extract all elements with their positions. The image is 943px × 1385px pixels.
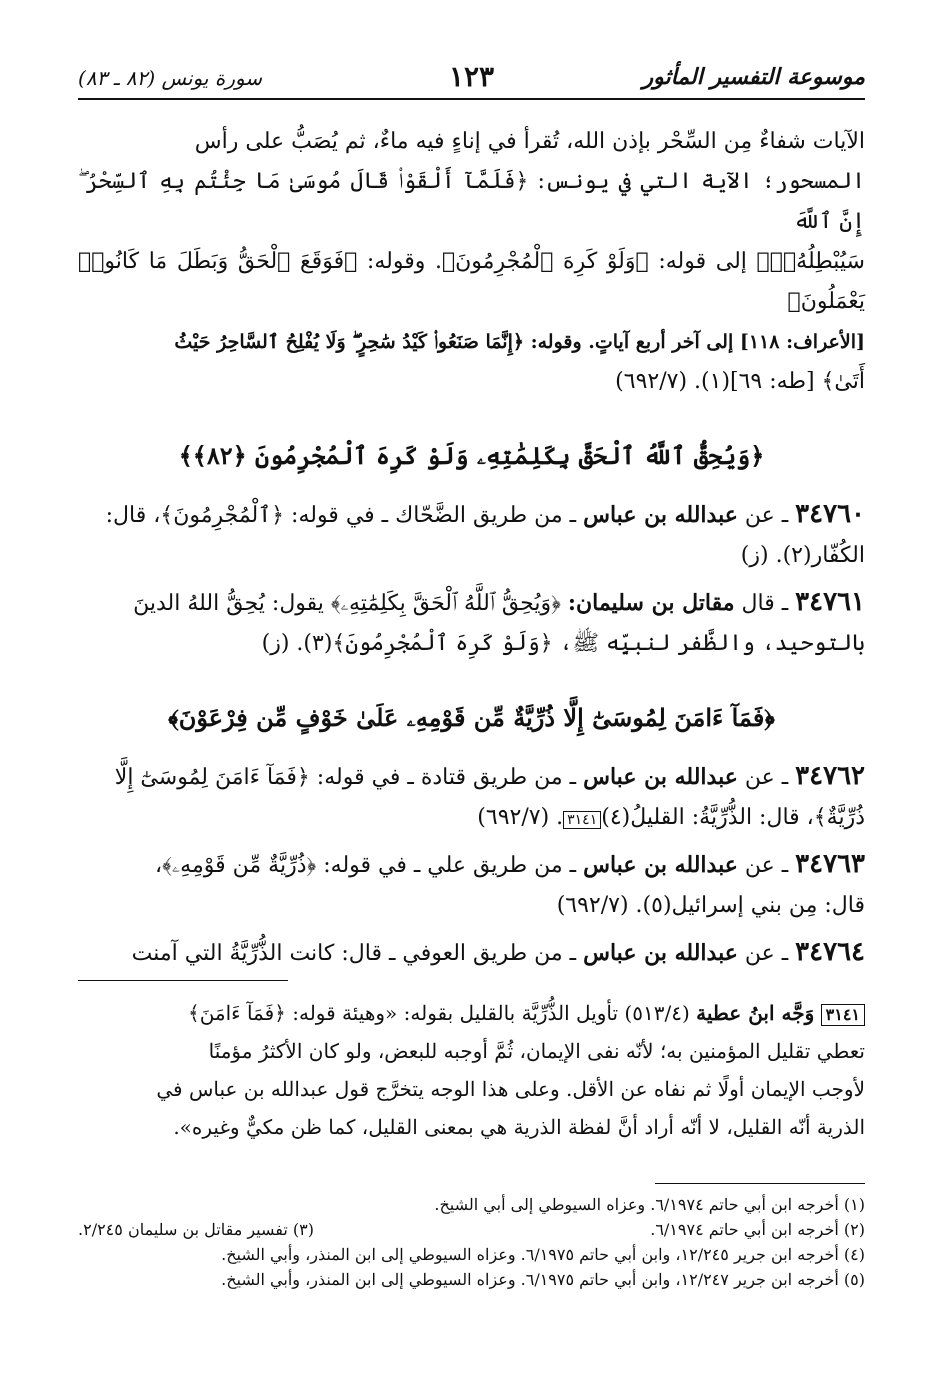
footnote-row bbox=[78, 1217, 865, 1242]
narration-entry bbox=[78, 756, 865, 838]
intro-line: [الأعراف: ١١٨] إلى آخر أربع آياتٍ. وقوله: ﴿إِنَّمَا صَنَعُوا۟ كَيْدُ سَٰحِرٍ ۖ وَلَا يُفْلِحُ ٱلسَّاحِرُ حَيْثُ bbox=[174, 331, 865, 353]
page-number: ١٢٣ bbox=[441, 60, 502, 93]
footnote: (٥) أخرجه ابن جرير ١٢/٢٤٧، وابن أبي حاتم ٦/١٩٧٥. وعزاه السيوطي إلى ابن المنذر، وأبي الشيخ. bbox=[221, 1270, 865, 1289]
header-rule bbox=[78, 98, 865, 100]
intro-line: الآيات شفاءٌ مِن السِّحْر بإذن الله، تُقرأ في إناءٍ فيه ماءٌ، ثم يُصَبُّ على رأس bbox=[194, 129, 865, 154]
narrator-name: عبدالله بن عباس bbox=[583, 940, 738, 966]
narration-number: ٣٤٧٦٠ bbox=[795, 499, 865, 529]
narration-number: ٣٤٧٦١ bbox=[795, 587, 865, 617]
narration-text: ـ من طريق قتادة ـ في قوله: ﴿فَمَآ ءَامَنَ لِمُوسَىٰٓ إِلَّا bbox=[114, 765, 577, 790]
footnote: (٣) تفسير مقاتل بن سليمان ٢/٢٤٥. bbox=[78, 1220, 314, 1239]
narration-text: ـ من طريق العوفي ـ قال: كانت الذُّرِّيَّةُ التي آمنت bbox=[131, 941, 577, 966]
narration-text: ـ عن bbox=[744, 941, 789, 966]
narration-text: . (٦٩٢/٧) bbox=[477, 805, 564, 830]
note-text: تعطي تقليل المؤمنين به؛ لأنّه نفى الإيمان، ثُمَّ أوجبه للبعض، ولو كان الأكثرُ مؤمنًا bbox=[208, 1039, 865, 1063]
note-divider bbox=[78, 980, 288, 981]
book-title: موسوعة التفسير المأثور bbox=[642, 64, 865, 90]
cross-reference-tag: ٣١٤١ bbox=[563, 811, 601, 829]
footnote: (٤) أخرجه ابن جرير ١٢/٢٤٥، وابن أبي حاتم ٦/١٩٧٥. وعزاه السيوطي إلى ابن المنذر، وأبي الشيخ. bbox=[221, 1245, 865, 1264]
intro-line: سَيُبْطِلُهُۥٓ﴾ إلى قوله: ﴿وَلَوْ كَرِهَ ٱلْمُجْرِمُونَ﴾. وقوله: ﴿فَوَقَعَ ٱلْحَقُّ وَبَطَلَ مَا كَانُوا۟ يَعْمَلُونَ﴾ bbox=[78, 249, 865, 314]
narration-number: ٣٤٧٦٢ bbox=[795, 761, 865, 791]
ayah-heading: ﴿وَيُحِقُّ ٱللَّهُ ٱلْحَقَّ بِكَلِمَٰتِهِۦ وَلَوْ كَرِهَ ٱلْمُجْرِمُونَ ﴿٨٢﴾﴾ bbox=[178, 441, 765, 470]
narrator-name: عبدالله بن عباس bbox=[583, 764, 738, 790]
narration-text: ـ من طريق علي ـ في قوله: ﴿ذُرِّيَّةٌ مِّن قَوْمِهِۦ﴾، bbox=[154, 853, 577, 878]
note-text: (٥١٣/٤) تأويل الذُّرِّيَّة بالقليل بقوله: «وهيئة قوله: ﴿فَمَآ ءَامَنَ﴾ bbox=[187, 1001, 690, 1025]
intro-line: المسحور؛ الآية التي في يونس: ﴿فَلَمَّآ أَلْقَوْا۟ قَالَ مُوسَىٰ مَا جِئْتُم بِهِ ٱلسِّحْرُ ۖ إِنَّ ٱللَّهَ bbox=[78, 169, 865, 234]
page-body bbox=[78, 122, 865, 974]
note-text: الذرية أنّه القليل، لا أنّه أراد أنَّ لفظة الذرية هي بمعنى القليل، كما ظن مكيٌّ وغيره». bbox=[173, 1115, 865, 1139]
note-author: وَجَّه ابنُ عطية bbox=[696, 1001, 815, 1025]
narration-text: ذُرِّيَّةٌ﴾، قال: الذُّرِّيَّةُ: القليلُ(٤) bbox=[601, 805, 865, 830]
note-tag: ٣١٤١ bbox=[821, 1004, 865, 1026]
narration-text: الكُفّار(٢). (ز) bbox=[740, 543, 865, 568]
footnotes bbox=[78, 1192, 865, 1292]
narration-number: ٣٤٧٦٣ bbox=[795, 849, 865, 879]
narration-text: ـ عن bbox=[744, 853, 789, 878]
narration-text: ـ عن bbox=[744, 503, 789, 528]
ayah-heading: ﴿فَمَآ ءَامَنَ لِمُوسَىٰٓ إِلَّا ذُرِّيَّةٌ مِّن قَوْمِهِۦ عَلَىٰ خَوْفٍ مِّن فِرْعَوْنَ﴾ bbox=[168, 703, 775, 732]
narrator-name: عبدالله بن عباس bbox=[583, 502, 738, 528]
narration-text: ـ قال bbox=[741, 591, 789, 616]
narration-text: قال: مِن بني إسرائيل(٥). (٦٩٢/٧) bbox=[556, 893, 865, 918]
footnote: (١) أخرجه ابن أبي حاتم ٦/١٩٧٤. وعزاه السيوطي إلى أبي الشيخ. bbox=[434, 1195, 865, 1214]
narrator-name: مقاتل بن سليمان: bbox=[567, 590, 735, 616]
narration-text: ـ عن bbox=[744, 765, 789, 790]
narrator-name: عبدالله بن عباس bbox=[583, 852, 738, 878]
narration-entry bbox=[78, 582, 865, 664]
narration-text: ـ من طريق الضَّحّاك ـ في قوله: ﴿ٱلْمُجْرِمُونَ﴾، قال: bbox=[105, 503, 577, 528]
note-text: لأوجب الإيمان أولًا ثم نفاه عن الأقل. وعلى هذا الوجه يتخرَّج قول عبدالله بن عباس في bbox=[156, 1077, 865, 1101]
narration-entry bbox=[78, 932, 865, 974]
intro-line: أَتَىٰ﴾ [طه: ٦٩](١). (٦٩٢/٧) bbox=[615, 369, 865, 394]
footnote-divider bbox=[655, 1183, 865, 1184]
sura-range: سورة يونس (٨٢ ـ ٨٣) bbox=[78, 66, 263, 90]
commentary-note bbox=[78, 994, 865, 1146]
narration-text: بالتوحيد، والظَّفر لنبيِّه ﷺ، ﴿وَلَوْ كَرِهَ ٱلْمُجْرِمُونَ﴾(٣). (ز) bbox=[261, 631, 865, 656]
narration-entry bbox=[78, 844, 865, 926]
footnote: (٢) أخرجه ابن أبي حاتم ٦/١٩٧٤. bbox=[650, 1220, 865, 1239]
narration-text: ﴿وَيُحِقُّ ٱللَّهُ ٱلْحَقَّ بِكَلِمَٰتِهِۦ﴾ يقول: يُحِقُّ اللهُ الدينَ bbox=[133, 591, 561, 616]
running-header bbox=[78, 58, 865, 108]
narration-number: ٣٤٧٦٤ bbox=[795, 937, 865, 967]
narration-entry bbox=[78, 494, 865, 576]
